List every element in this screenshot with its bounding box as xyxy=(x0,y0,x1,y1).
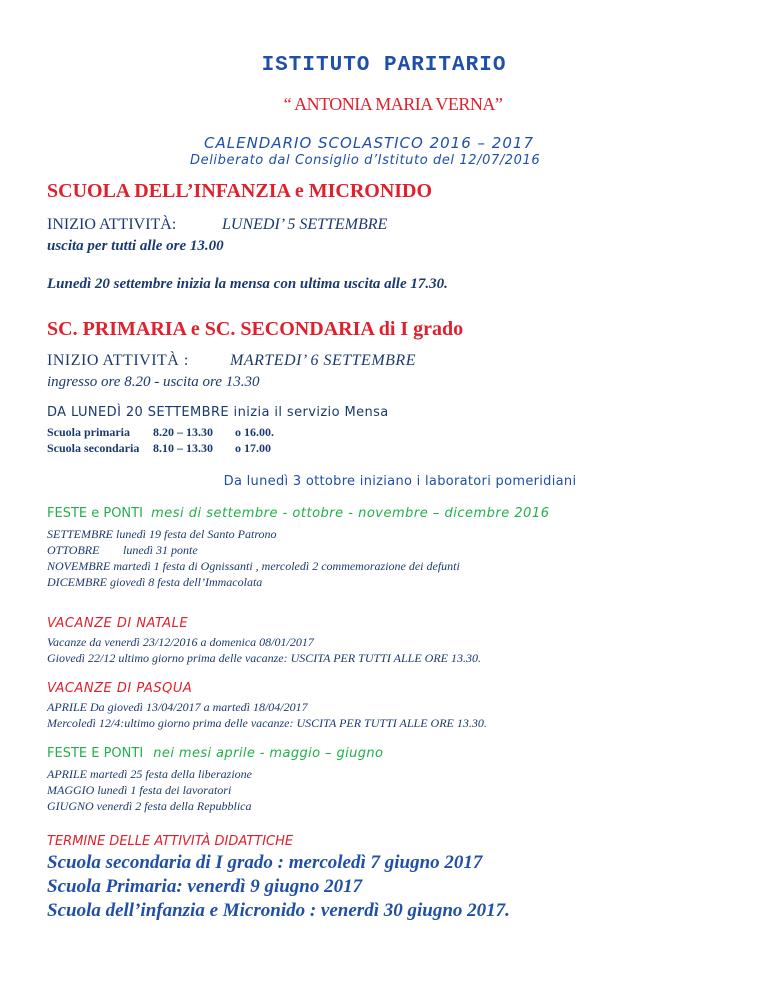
labs-note: Da lunedì 3 ottobre iniziano i laboratori pomeridiani xyxy=(223,474,577,489)
feste-primavera-list xyxy=(47,766,252,814)
infanzia-heading: SCUOLA DELL’INFANZIA e MICRONIDO xyxy=(47,180,433,202)
list-item xyxy=(47,526,460,542)
month-label: OTTOBRE xyxy=(47,543,100,557)
list-item xyxy=(47,542,460,558)
feste-autunno-heading xyxy=(47,506,549,521)
school-name: “ ANTONIA MARIA VERNA” xyxy=(283,94,503,114)
schedule-row-primaria xyxy=(47,424,274,440)
list-item: APRILE martedì 25 festa della liberazione xyxy=(47,767,252,781)
natale-heading: VACANZE DI NATALE xyxy=(47,616,189,631)
feste-autunno-list xyxy=(47,526,460,590)
schedule-school: Scuola secondaria xyxy=(47,441,140,455)
list-item xyxy=(47,574,460,590)
pasqua-line-1: APRILE Da giovedì 13/04/2017 a martedì 18/04/2017 xyxy=(47,700,308,714)
item-text: martedì 1 festa di Ognissanti , mercoledì 2 commemorazione dei defunti xyxy=(113,559,460,573)
natale-line-1: Vacanze da venerdì 23/12/2016 a domenica 08/01/2017 xyxy=(47,635,314,649)
primaria-start-label: INIZIO ATTIVITÀ : xyxy=(47,352,189,369)
calendar-title: CALENDARIO SCOLASTICO 2016 – 2017 xyxy=(204,134,534,152)
month-label: DICEMBRE xyxy=(47,575,107,589)
natale-line-2: Giovedì 22/12 ultimo giorno prima delle vacanze: USCITA PER TUTTI ALLE ORE 13.30. xyxy=(47,651,481,665)
schedule-school: Scuola primaria xyxy=(47,425,130,439)
pasqua-line-2: Mercoledì 12/4:ultimo giorno prima delle vacanze: USCITA PER TUTTI ALLE ORE 13.30. xyxy=(47,716,487,730)
infanzia-canteen-note: Lunedì 20 settembre inizia la mensa con ultima uscita alle 17.30. xyxy=(47,276,448,292)
termine-line-2: Scuola Primaria: venerdì 9 giugno 2017 xyxy=(47,876,363,897)
schedule-hours: 8.10 – 13.30 xyxy=(153,441,213,455)
list-item: GIUGNO venerdì 2 festa della Repubblica xyxy=(47,799,252,813)
feste-label: FESTE e PONTI xyxy=(47,506,143,521)
institute-title: ISTITUTO PARITARIO xyxy=(261,54,507,77)
feste-label: FESTE E PONTI xyxy=(47,746,144,761)
infanzia-start-date: LUNEDI’ 5 SETTEMBRE xyxy=(222,216,388,233)
month-label: SETTEMBRE xyxy=(47,527,113,541)
feste-primavera-heading xyxy=(47,746,383,761)
month-label: NOVEMBRE xyxy=(47,559,111,573)
infanzia-start-label: INIZIO ATTIVITÀ: xyxy=(47,216,177,233)
canteen-heading: DA LUNEDÌ 20 SETTEMBRE inizia il servizio Mensa xyxy=(47,405,389,420)
list-item: MAGGIO lunedì 1 festa dei lavoratori xyxy=(47,783,232,797)
feste-period: nei mesi aprile - maggio – giugno xyxy=(153,746,384,761)
pasqua-heading: VACANZE DI PASQUA xyxy=(47,681,193,696)
schedule-row-secondaria xyxy=(47,440,271,456)
termine-heading: TERMINE DELLE ATTIVITÀ DIDATTICHE xyxy=(47,834,294,849)
termine-line-3: Scuola dell’infanzia e Micronido : venerdì 30 giugno 2017. xyxy=(47,900,510,921)
item-text: giovedì 8 festa dell’Immacolata xyxy=(109,575,263,589)
feste-period: mesi di settembre - ottobre - novembre – dicembre 2016 xyxy=(151,506,550,521)
item-text: lunedì 19 festa del Santo Patrono xyxy=(116,527,277,541)
infanzia-exit-note: uscita per tutti alle ore 13.00 xyxy=(47,238,224,254)
schedule-alt: o 17.00 xyxy=(235,441,271,455)
primaria-entry-note: ingresso ore 8.20 - uscita ore 13.30 xyxy=(47,374,260,390)
list-item xyxy=(47,558,460,574)
termine-line-1: Scuola secondaria di I grado : mercoledì 7 giugno 2017 xyxy=(47,852,483,873)
deliberation-note: Deliberato dal Consiglio d’Istituto del 12/07/2016 xyxy=(190,153,541,168)
item-text: lunedì 31 ponte xyxy=(123,543,198,557)
primaria-start-date: MARTEDI’ 6 SETTEMBRE xyxy=(230,352,416,369)
primaria-heading: SC. PRIMARIA e SC. SECONDARIA di I grado xyxy=(47,318,464,340)
schedule-alt: o 16.00. xyxy=(235,425,274,439)
schedule-hours: 8.20 – 13.30 xyxy=(153,425,213,439)
